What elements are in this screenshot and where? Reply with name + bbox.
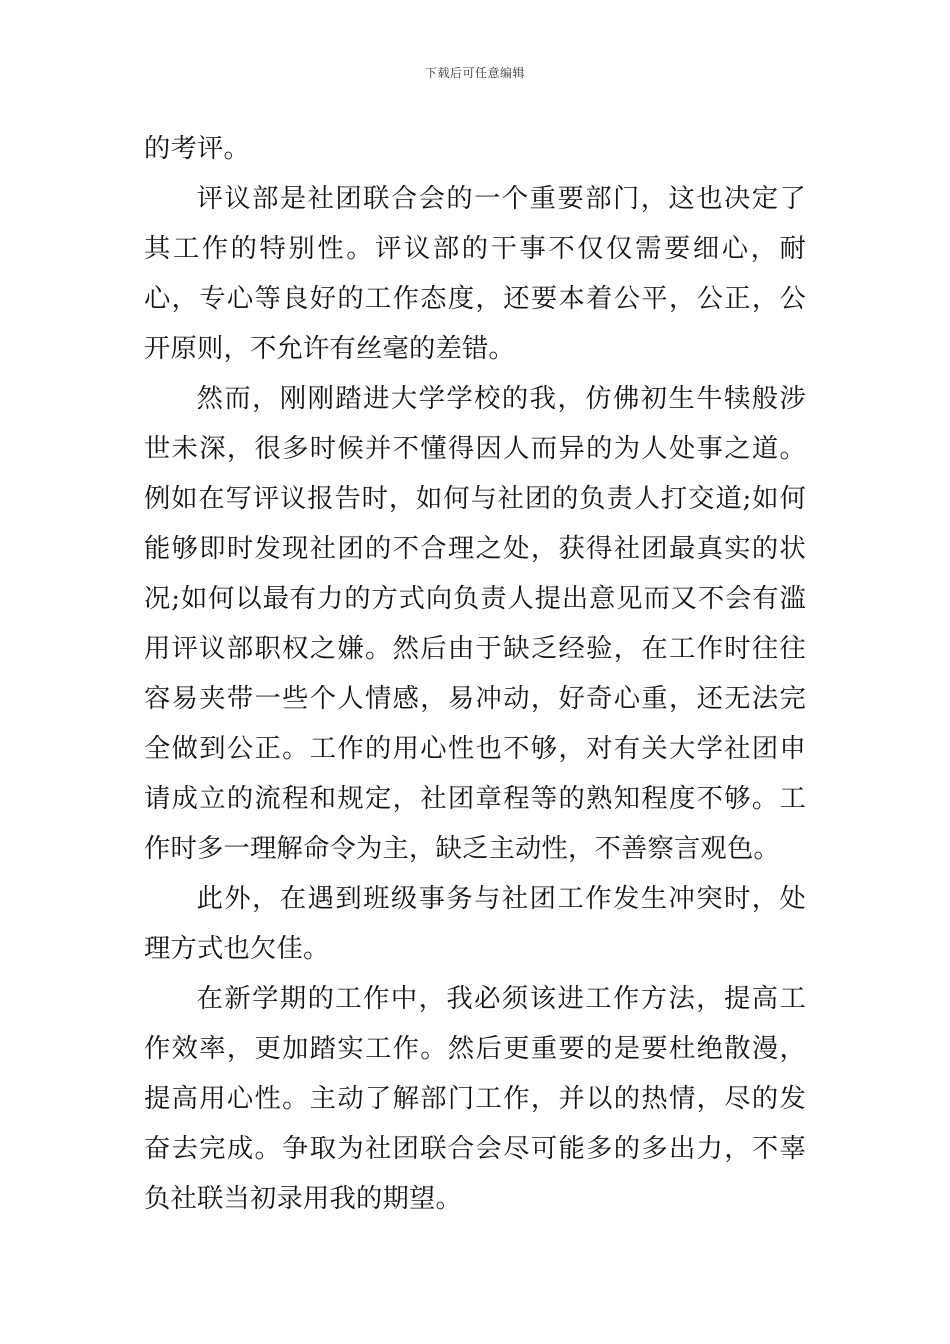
document-body bbox=[144, 124, 806, 1224]
paragraph-2: 评议部是社团联合会的一个重要部门，这也决定了其工作的特别性。评议部的干事不仅仅需要细心，耐心，专心等良好的工作态度，还要本着公平，公正，公开原则，不允许有丝毫的差错。 bbox=[144, 184, 806, 364]
paragraph-3: 然而，刚刚踏进大学学校的我，仿佛初生牛犊般涉世未深，很多时候并不懂得因人而异的为人处事之道。例如在写评议报告时，如何与社团的负责人打交道;如何能够即时发现社团的不合理之处，获得社团最真实的状况;如何以最有力的方式向负责人提出意见而又不会有滥用评议部职权之嫌。然后由于缺乏经验，在工作时往往容易夹带一些个人情感，易冲动，好奇心重，还无法完全做到公正。工作的用心性也不够，对有关大学社团申请成立的流程和规定，社团章程等的熟知程度不够。工作时多一理解命令为主，缺乏主动性，不善察言观色。 bbox=[144, 384, 806, 864]
paragraph-1: 的考评。 bbox=[144, 134, 250, 164]
page-header: 下载后可任意编辑 bbox=[424, 66, 525, 80]
paragraph-4: 此外，在遇到班级事务与社团工作发生冲突时，处理方式也欠佳。 bbox=[144, 884, 806, 964]
paragraph-5: 在新学期的工作中，我必须该进工作方法，提高工作效率，更加踏实工作。然后更重要的是要杜绝散漫，提高用心性。主动了解部门工作，并以的热情，尽的发奋去完成。争取为社团联合会尽可能多的多出力，不辜负社联当初录用我的期望。 bbox=[144, 984, 806, 1214]
